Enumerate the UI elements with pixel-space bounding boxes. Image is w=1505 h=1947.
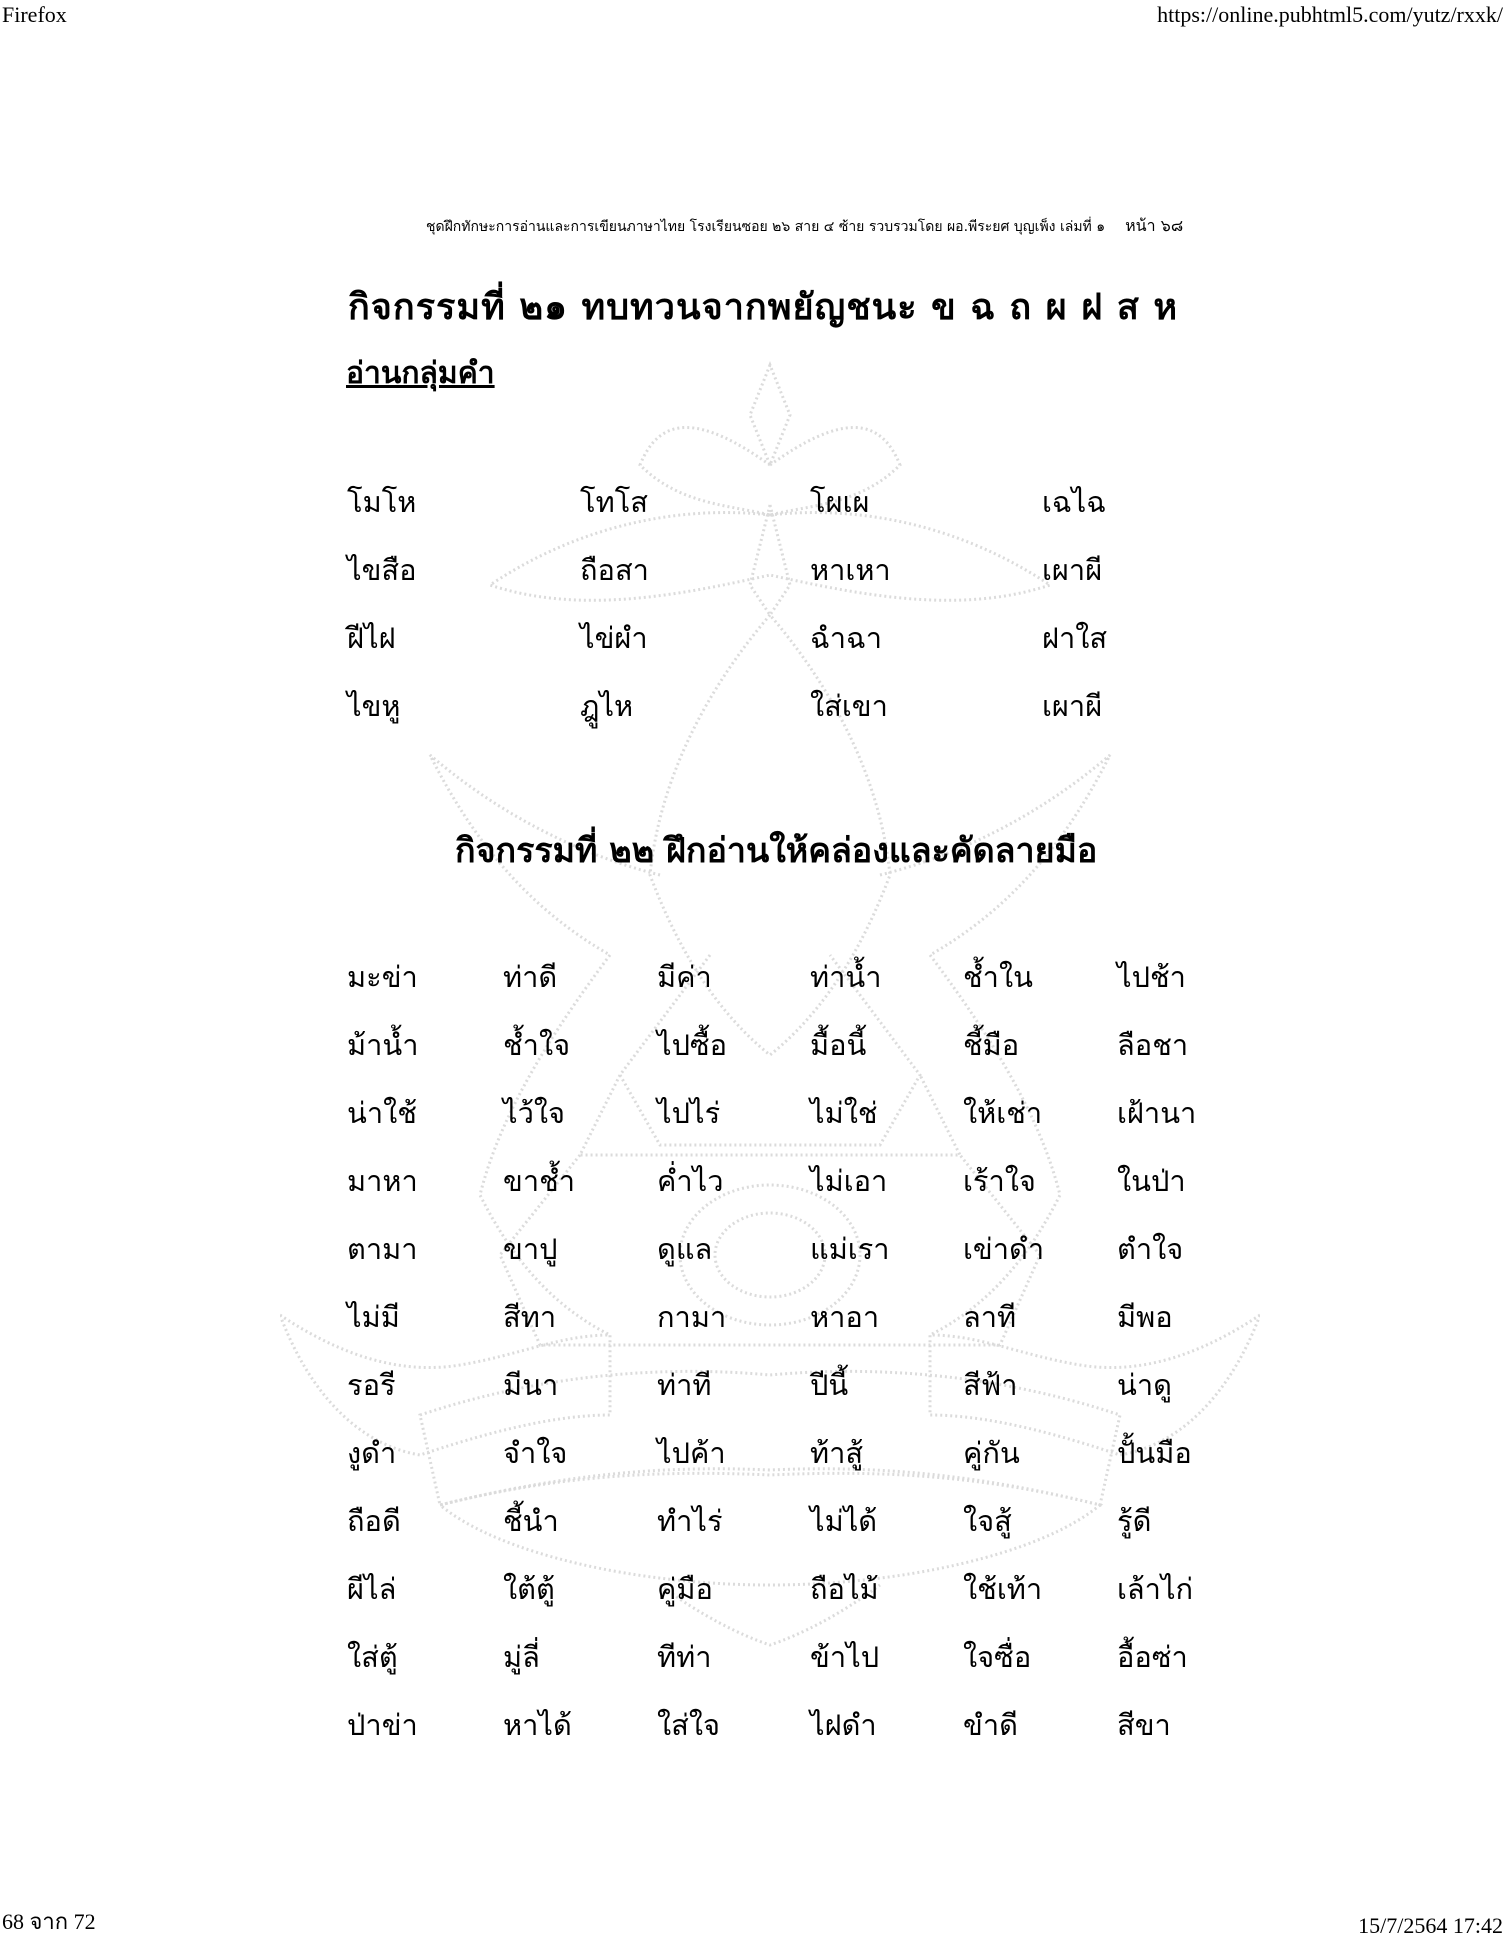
word-cell: ม้าน้ำ: [347, 1028, 419, 1062]
word-cell: ป่าข่า: [347, 1708, 418, 1742]
word-cell: ขำดี: [963, 1708, 1018, 1742]
word-cell: รู้ดี: [1117, 1504, 1152, 1538]
word-cell: ขาปู: [503, 1232, 558, 1266]
word-cell: ฝีไฝ: [347, 621, 396, 655]
word-cell: มีค่า: [657, 960, 712, 994]
word-cell: ฎูไห: [580, 689, 634, 723]
word-cell: ข้าไป: [810, 1640, 880, 1674]
word-cell: ทีท่า: [657, 1640, 712, 1674]
document-page-label: หน้า ๖๘: [1125, 216, 1184, 235]
word-cell: เฉไฉ: [1042, 485, 1107, 519]
word-cell: หาเหา: [810, 553, 891, 587]
word-cell: ตำใจ: [1117, 1232, 1184, 1266]
word-cell: ใส่ตู้: [347, 1640, 398, 1674]
word-cell: ถือสา: [580, 553, 649, 587]
word-cell: อื้อซ่า: [1117, 1640, 1188, 1674]
word-cell: หาได้: [503, 1708, 572, 1742]
word-cell: ฝาใส: [1042, 621, 1108, 655]
word-cell: ไม่ได้: [810, 1504, 878, 1538]
document-running-header: [426, 214, 1183, 239]
word-cell: ผีไล่: [347, 1572, 397, 1606]
word-cell: ไม่ใช่: [810, 1096, 878, 1130]
document-header-text: ชุดฝึกทักษะการอ่านและการเขียนภาษาไทย โรงเรียนซอย ๒๖ สาย ๔ ซ้าย รวบรวมโดย ผอ.พีระยศ บุญเพ็ง เล่มที่ ๑: [426, 219, 1106, 235]
word-cell: น่าดู: [1117, 1368, 1172, 1402]
word-cell: ดูแล: [657, 1232, 713, 1266]
word-cell: ถือไม้: [810, 1572, 879, 1606]
word-cell: ไปค้า: [657, 1436, 726, 1470]
activity-21-subtitle: อ่านกลุ่มคำ: [346, 356, 495, 391]
word-cell: ท่าที: [657, 1368, 712, 1402]
word-cell: ช้ำใน: [963, 960, 1033, 994]
word-cell: เร้าใจ: [963, 1164, 1036, 1198]
word-cell: ฉำฉา: [810, 621, 883, 655]
word-cell: สีขา: [1117, 1708, 1171, 1742]
word-cell: ถือดี: [347, 1504, 401, 1538]
word-cell: ตามา: [347, 1232, 418, 1266]
word-cell: ช้ำใจ: [503, 1028, 571, 1062]
word-cell: ไปไร่: [657, 1096, 721, 1130]
word-cell: เล้าไก่: [1117, 1572, 1194, 1606]
word-cell: ชี้มือ: [963, 1028, 1020, 1062]
word-cell: ไปช้า: [1117, 960, 1186, 994]
word-cell: ไขสือ: [347, 553, 417, 587]
word-cell: ท่าน้ำ: [810, 960, 882, 994]
word-cell: ใส่ใจ: [657, 1708, 721, 1742]
word-cell: เผาผี: [1042, 689, 1103, 723]
word-cell: ท่าดี: [503, 960, 558, 994]
word-cell: ไม่มี: [347, 1300, 400, 1334]
word-cell: ปั้นมือ: [1117, 1436, 1192, 1470]
word-cell: คู่มือ: [657, 1572, 713, 1606]
word-cell: มื้อนี้: [810, 1028, 867, 1062]
word-cell: โผเผ: [810, 485, 870, 519]
activity-22-title: กิจกรรมที่ ๒๒ ฝึกอ่านให้คล่องและคัดลายมือ: [455, 831, 1098, 871]
word-cell: ใจซื่อ: [963, 1640, 1032, 1674]
word-cell: สีทา: [503, 1300, 557, 1334]
word-cell: ขาช้ำ: [503, 1164, 576, 1198]
word-cell: ไว้ใจ: [503, 1096, 566, 1130]
word-cell: สีฟ้า: [963, 1368, 1018, 1402]
word-cell: กามา: [657, 1300, 727, 1334]
word-cell: ไฝดำ: [810, 1708, 877, 1742]
word-cell: ในป่า: [1117, 1164, 1186, 1198]
word-cell: ใส่เขา: [810, 689, 888, 723]
word-cell: เผาผี: [1042, 553, 1103, 587]
word-cell: ไม่เอา: [810, 1164, 888, 1198]
word-cell: ใจสู้: [963, 1504, 1012, 1538]
word-cell: มีพอ: [1117, 1300, 1173, 1334]
activity-21-title: กิจกรรมที่ ๒๑ ทบทวนจากพยัญชนะ ข ฉ ถ ผ ฝ ส ห: [348, 287, 1179, 328]
word-cell: งูดำ: [347, 1436, 397, 1470]
word-cell: โมโห: [347, 485, 417, 519]
word-cell: จำใจ: [503, 1436, 568, 1470]
word-cell: ปีนี้: [810, 1368, 849, 1402]
word-cell: เข่าดำ: [963, 1232, 1045, 1266]
word-cell: ลาที: [963, 1300, 1017, 1334]
print-datetime: 15/7/2564 17:42: [1358, 1913, 1503, 1938]
word-cell: น่าใช้: [347, 1096, 417, 1130]
word-cell: เฝ้านา: [1117, 1096, 1197, 1130]
word-cell: มาหา: [347, 1164, 418, 1198]
word-cell: หาอา: [810, 1300, 880, 1334]
word-cell: มีนา: [503, 1368, 559, 1402]
page-url: https://online.pubhtml5.com/yutz/rxxk/: [1157, 2, 1503, 27]
word-cell: มู่ลี่: [503, 1640, 540, 1674]
browser-name: Firefox: [2, 2, 67, 27]
word-cell: ชี้นำ: [503, 1504, 559, 1538]
word-cell: ไข่ผำ: [580, 621, 648, 655]
word-cell: ไปซื้อ: [657, 1028, 728, 1062]
word-cell: แม่เรา: [810, 1232, 890, 1266]
word-cell: ให้เช่า: [963, 1096, 1043, 1130]
word-cell: ทำไร่: [657, 1504, 723, 1538]
word-cell: ไขหู: [347, 689, 401, 723]
word-cell: ใช้เท้า: [963, 1572, 1043, 1606]
word-cell: ลือชา: [1117, 1028, 1189, 1062]
word-cell: ใต้ตู้: [503, 1572, 555, 1606]
word-cell: รอรี: [347, 1368, 396, 1402]
word-cell: มะข่า: [347, 960, 418, 994]
word-cell: ท้าสู้: [810, 1436, 864, 1470]
school-emblem-watermark-icon: [280, 355, 1260, 1655]
word-cell: ค่ำไว: [657, 1164, 724, 1198]
word-cell: โทโส: [580, 485, 648, 519]
word-cell: คู่กัน: [963, 1436, 1020, 1470]
page-counter: 68 จาก 72: [2, 1909, 96, 1934]
